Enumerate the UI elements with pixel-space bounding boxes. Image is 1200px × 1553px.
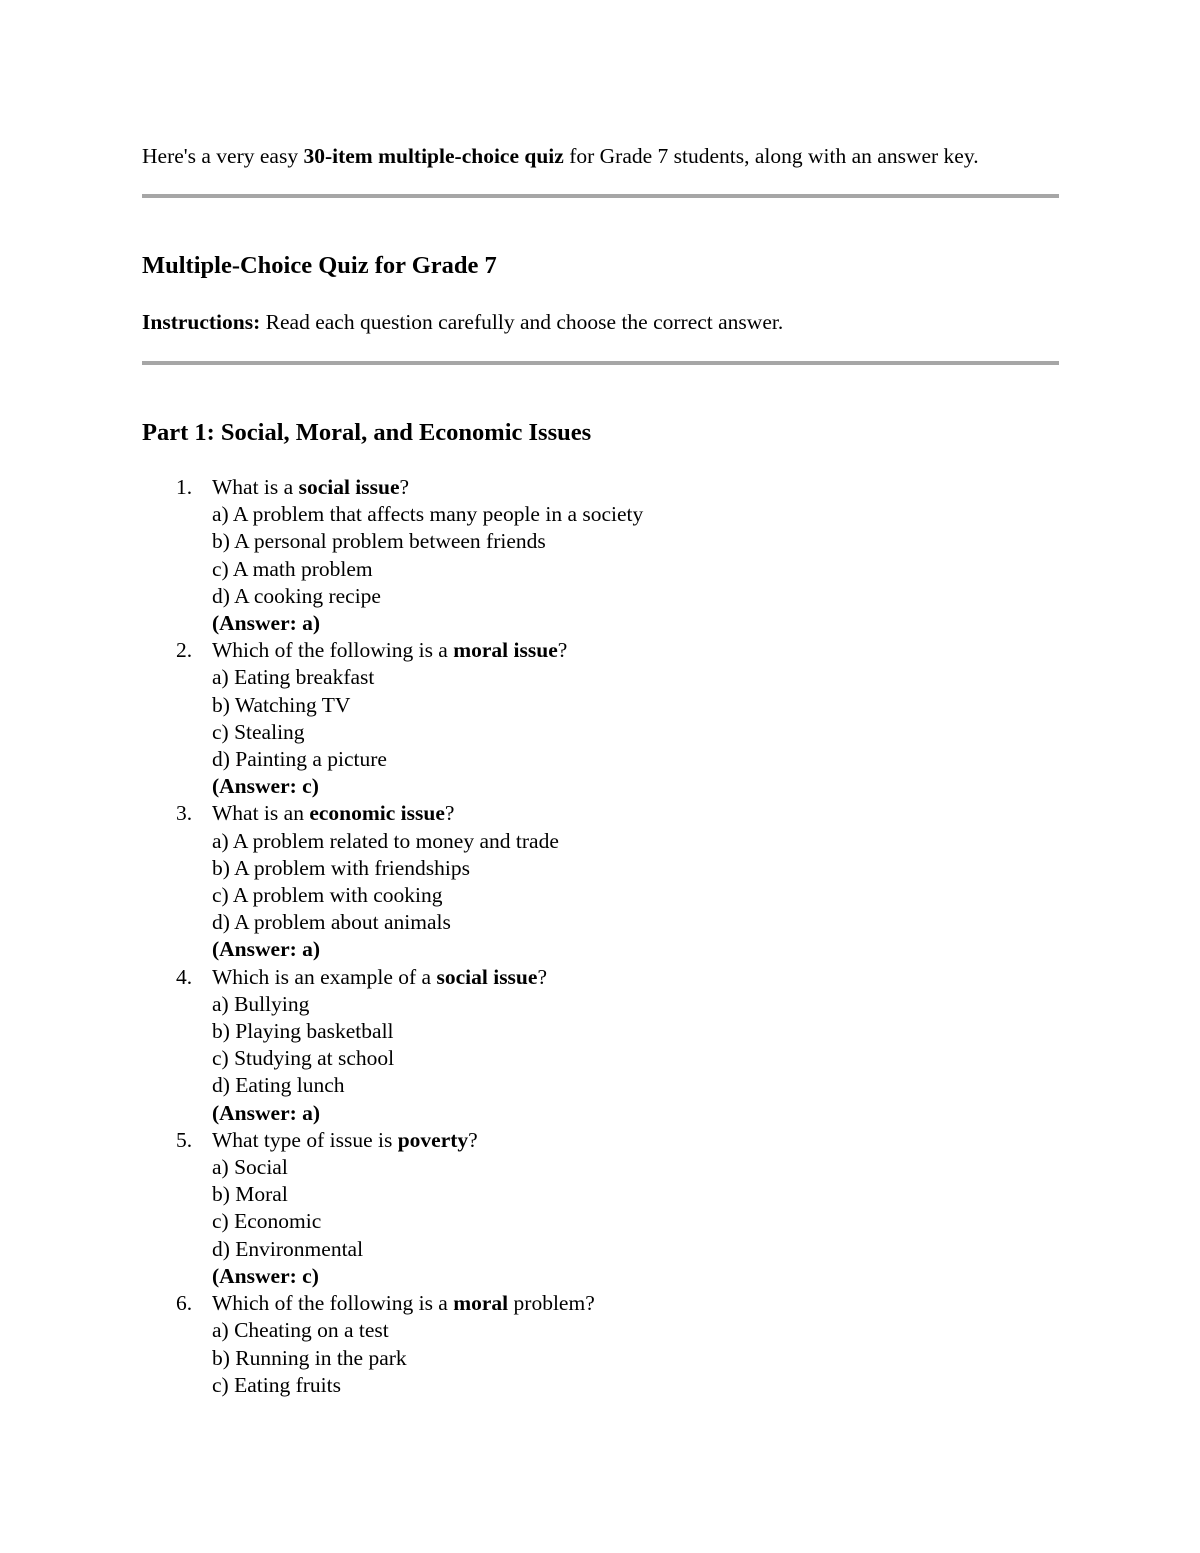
part-1-title: Part 1: Social, Moral, and Economic Issues	[142, 419, 592, 446]
answer-option: d) Eating lunch	[212, 1073, 345, 1098]
answer-option: a) A problem related to money and trade	[212, 828, 559, 853]
answer-option: d) A cooking recipe	[212, 583, 381, 608]
question-number: 1.	[176, 475, 193, 499]
instructions-text: Read each question carefully and choose the correct answer.	[260, 310, 784, 334]
instructions-label: Instructions:	[142, 310, 261, 334]
question-text: What is a social issue?	[212, 475, 410, 499]
answer-key: (Answer: a)	[212, 611, 321, 636]
answer-option: b) Playing basketball	[212, 1019, 394, 1044]
quiz-title: Multiple-Choice Quiz for Grade 7	[142, 252, 497, 279]
answer-key: (Answer: a)	[212, 1100, 321, 1125]
answer-key: (Answer: c)	[212, 1263, 319, 1288]
answer-option: b) Running in the park	[212, 1345, 407, 1370]
horizontal-rule	[142, 194, 1059, 198]
question-number: 3.	[176, 801, 193, 826]
intro-text-after: for Grade 7 students, along with an answer key.	[563, 144, 979, 168]
question-item	[142, 637, 643, 800]
answer-option: b) A personal problem between friends	[212, 529, 546, 554]
answer-key: (Answer: c)	[212, 774, 319, 799]
answer-option: c) Studying at school	[212, 1046, 395, 1071]
question-text: Which is an example of a social issue?	[212, 964, 547, 989]
answer-option: b) Moral	[212, 1182, 288, 1207]
question-number: 5.	[176, 1127, 193, 1152]
question-item	[142, 800, 643, 963]
answer-option: a) Eating breakfast	[212, 665, 375, 690]
question-item	[142, 474, 643, 637]
question-number: 2.	[176, 638, 193, 663]
intro-text-bold: 30-item multiple-choice quiz	[303, 144, 564, 168]
answer-option: a) A problem that affects many people in a society	[212, 502, 644, 527]
question-text: What is an economic issue?	[212, 801, 455, 826]
question-number: 4.	[176, 964, 193, 989]
answer-option: a) Social	[212, 1155, 288, 1180]
answer-option: a) Bullying	[212, 991, 310, 1016]
answer-option: c) A problem with cooking	[212, 883, 443, 908]
intro-text-before: Here's a very easy	[142, 144, 304, 168]
intro-paragraph	[142, 142, 979, 170]
question-number: 6.	[176, 1291, 193, 1316]
answer-option: d) Environmental	[212, 1236, 364, 1261]
answer-key: (Answer: a)	[212, 937, 321, 962]
answer-option: c) Stealing	[212, 719, 305, 744]
answer-option: b) Watching TV	[212, 692, 351, 717]
answer-option: a) Cheating on a test	[212, 1318, 389, 1343]
question-item	[142, 964, 643, 1127]
horizontal-rule	[142, 361, 1059, 365]
question-text: What type of issue is poverty?	[212, 1127, 478, 1152]
answer-option: c) A math problem	[212, 556, 373, 581]
question-text: Which of the following is a moral issue?	[212, 638, 568, 663]
question-item	[142, 1127, 643, 1290]
instructions-paragraph	[142, 308, 783, 336]
answer-option: d) Painting a picture	[212, 747, 387, 772]
answer-option: d) A problem about animals	[212, 910, 451, 935]
answer-option: c) Eating fruits	[212, 1372, 341, 1397]
question-text: Which of the following is a moral problem?	[212, 1291, 595, 1316]
answer-option: c) Economic	[212, 1209, 322, 1234]
question-list	[142, 474, 643, 1399]
question-item	[142, 1290, 643, 1399]
answer-option: b) A problem with friendships	[212, 855, 470, 880]
